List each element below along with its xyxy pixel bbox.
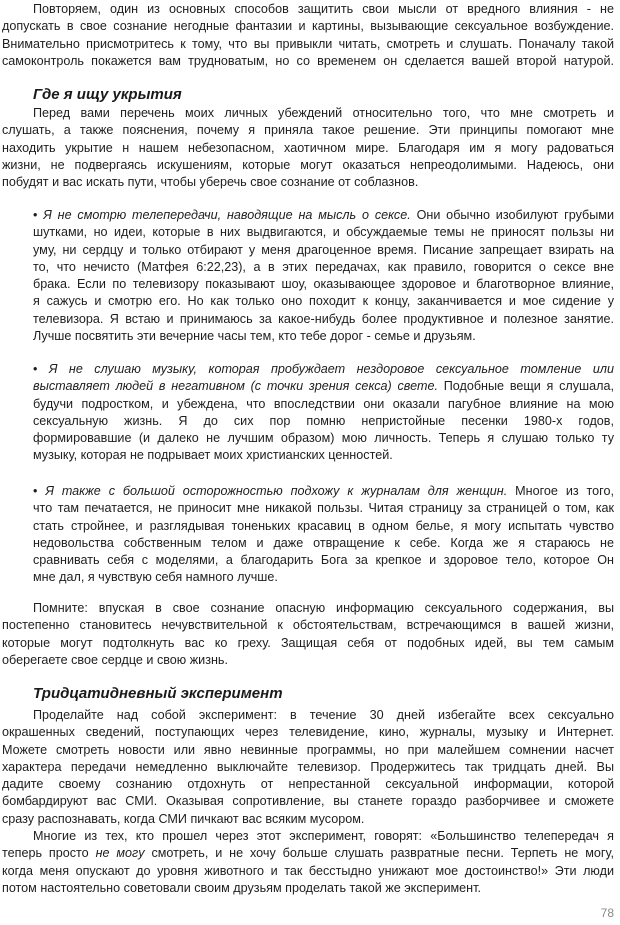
text-segment: то, что нечисто (Матфея 6:22,23), а в этих передачах, как правило, говорится о сексе вне [33, 259, 614, 274]
text-segment: которые могут подтолкнуть вас ко греху. Защищая себя от подобных идей, вы тем самым [2, 635, 614, 650]
text-segment: характера передачи немедленно выключайте телевизор. Продержитесь так тридцать дней. Вы [2, 759, 614, 774]
text-line [33, 328, 614, 345]
bullet-tv [33, 207, 614, 345]
text-line [2, 724, 614, 741]
text-segment: Помните: впуская в свое сознание опасную информацию сексуального содержания, вы [33, 601, 614, 615]
text-segment: что там печатается, не приносит мне никакой пользы. Читая страницу за страницей о том, как [33, 501, 614, 516]
text-line [2, 759, 614, 776]
text-segment: Многое из того, [507, 484, 614, 498]
text-segment: стать стройнее, и разглядывая тоненьких красавиц в одном белье, я могу испытать чувство [33, 518, 614, 533]
text-segment: Можете смотреть новости или явно невинные программы, но при малейшем сомнении насчет [2, 742, 614, 757]
text-line [33, 361, 614, 378]
italic-text: Я также с большой осторожностью подхожу к журналам для женщин. [45, 484, 508, 498]
text-segment: телевизора. Я встаю и принимаюсь за какое-нибудь более продуктивное и полезное занятие. [33, 311, 614, 326]
text-line [33, 293, 614, 310]
text-line [2, 707, 614, 724]
text-segment: сразу распознавать, когда СМИ пичкают вас всяким мусором. [2, 811, 365, 826]
text-line [2, 863, 614, 880]
text-segment: Проделайте над собой эксперимент: в течение 30 дней избегайте всех сексуально [33, 708, 614, 722]
text-line [33, 413, 614, 430]
text-line [33, 396, 614, 413]
text-line [2, 742, 614, 759]
section-heading-shelter: Где я ищу укрытия [33, 86, 182, 103]
text-segment: окрашенных сведений, поступающих через телевидение, кино, журналы, музыку и Интернет. [2, 725, 614, 740]
text-segment: Повторяем, один из основных способов защитить свои мысли от вредного влияния - не [33, 2, 614, 16]
text-line [2, 828, 614, 845]
text-segment: Подобные вещи я слушала, [437, 379, 614, 394]
text-segment: мне дал, я чувствую себя намного лучше. [33, 570, 278, 585]
text-segment: теперь просто [2, 846, 96, 861]
text-segment: дадите своему сознанию отдохнуть от непрестанной сексуальной информации, которой [2, 777, 614, 792]
text-line [2, 635, 614, 652]
text-segment: музыку, которая не подрывает моих христианских ценностей. [33, 448, 393, 463]
text-line [2, 617, 614, 634]
text-segment: когда меня опускают до уровня животного и так бесстыдно унижают мое достоинство!» Эти люди [2, 863, 614, 878]
text-segment: Многие из тех, кто прошел через этот эксперимент, говорят: «Большинство телепередач я [33, 829, 614, 844]
text-segment: Лучше посвятить эти вечерние часы тем, кто тебе дорог - семье и друзьям. [33, 329, 476, 344]
text-segment: находить укрытие н нашем небезопасном, хаотичном мире. Благодаря им я могу радоваться [2, 140, 614, 155]
text-line [33, 259, 614, 276]
text-line [33, 378, 614, 395]
remember-paragraph [2, 600, 614, 669]
text-line [2, 105, 614, 122]
text-line [33, 483, 614, 500]
italic-text: Я не смотрю телепередачи, наводящие на мысль о сексе. [43, 208, 411, 222]
text-line [2, 811, 614, 828]
text-line [33, 500, 614, 517]
text-segment: недовольства собственным телом и даже отвращение к себе. Когда же я стараюсь не [33, 535, 614, 550]
text-line [2, 53, 614, 70]
text-segment: побудят и вас искать пути, чтобы уберечь свое сознание от соблазнов. [2, 175, 419, 190]
beliefs-intro-paragraph [2, 105, 614, 191]
text-segment: Перед вами перечень моих личных убеждений относительно того, что мне смотреть и [33, 106, 614, 120]
text-line [2, 1, 614, 18]
text-line [33, 311, 614, 328]
text-line [33, 535, 614, 552]
text-segment: сексуальную жизнь. Я до сих пор помню непристойные песенки 1980-х годов, [33, 413, 614, 428]
text-line [33, 276, 614, 293]
text-segment: Они обычно изобилуют грубыми [410, 208, 614, 222]
text-segment: Внимательно присмотритесь к тому, что вы привыкли читать, смотреть и слушать. Поначалу такой [2, 36, 614, 51]
text-line [2, 600, 614, 617]
text-segment: • [33, 208, 44, 222]
text-segment: потом настоятельно советовали своим друзьям проделать такой же эксперимент. [2, 880, 481, 895]
section-heading-experiment: Тридцатидневный эксперимент [33, 685, 283, 702]
italic-text: выставляет людей в негативном (с точки зрения секса) свете. [33, 379, 438, 394]
page-number: 78 [600, 906, 614, 920]
experiment-paragraph [2, 707, 614, 897]
text-line [2, 122, 614, 139]
text-line [33, 207, 614, 224]
text-line [2, 174, 614, 191]
italic-text: Я не слушаю музыку, которая пробуждает нездоровое сексуальное томление или [48, 362, 614, 376]
text-segment: сравнивать себя с моделями, а благодарить Бога за крепкое и здоровое тело, которое Он [33, 553, 614, 568]
text-segment: оберегаете свое сердце и свою жизнь. [2, 652, 228, 667]
text-line [2, 845, 614, 862]
text-segment: я сажусь и смотрю его. Но как только оно походит к концу, заканчивается и мое сидение у [33, 294, 614, 309]
text-line [2, 18, 614, 35]
text-segment: постепенно становитесь нечувствительной к обстоятельствам, встречающимся в вашей жизни, [2, 618, 614, 633]
bullet-music [33, 361, 614, 465]
intro-paragraph [2, 1, 614, 70]
text-line [2, 880, 614, 897]
text-line [2, 793, 614, 810]
text-segment: брака. Если по телевизору показывают шоу, оказывающее здоровое и благотворное влияние, [33, 277, 614, 292]
bullet-magazines [33, 483, 614, 587]
text-line [33, 430, 614, 447]
text-segment: слушать, а также пояснения, почему я приняла такое решение. Эти принципы помогают мне [2, 123, 614, 138]
text-segment: самоконтроль покажется вам трудноватым, но со временем он сделается вашей второй натурой. [2, 53, 614, 68]
text-line [33, 518, 614, 535]
text-segment: жизни, не подвергаясь искушениям, которые могут оказаться непреодолимыми. Надеюсь, они [2, 157, 614, 172]
text-segment: допускать в свое сознание негодные фантазии и картины, вызывающие сексуальное возбуждение. [2, 19, 614, 34]
text-segment: бомбардируют вас СМИ. Оказывая сопротивление, вы станете гораздо разборчивее и сможете [2, 794, 614, 809]
text-segment: шутками, но идеи, которые в них выдвигаются, и обсуждаемые темы не приносят пользы ни [33, 225, 614, 240]
text-line [33, 569, 614, 586]
text-line [2, 652, 614, 669]
text-segment: смотреть, и не хочу больше слушать развратные песни. Терпеть не могу, [144, 846, 614, 861]
text-line [33, 224, 614, 241]
text-line [33, 552, 614, 569]
text-segment: • [33, 484, 46, 498]
text-line [2, 157, 614, 174]
text-line [2, 140, 614, 157]
text-line [33, 447, 614, 464]
text-segment: формировавшие (и далеко не лучшим образом) мою личность. Теперь я слушаю только ту [33, 431, 614, 446]
text-line [2, 36, 614, 53]
text-segment: будучи подростком, и убеждена, что впоследствии они оказали пагубное влияние на мою [33, 396, 614, 411]
text-segment: уму, ни сердцу и только отбирают у меня драгоценное время. Писание запрещает взирать на [33, 242, 614, 257]
text-line [33, 242, 614, 259]
italic-text: не могу [95, 846, 145, 861]
text-segment: • [33, 362, 49, 376]
text-line [2, 776, 614, 793]
